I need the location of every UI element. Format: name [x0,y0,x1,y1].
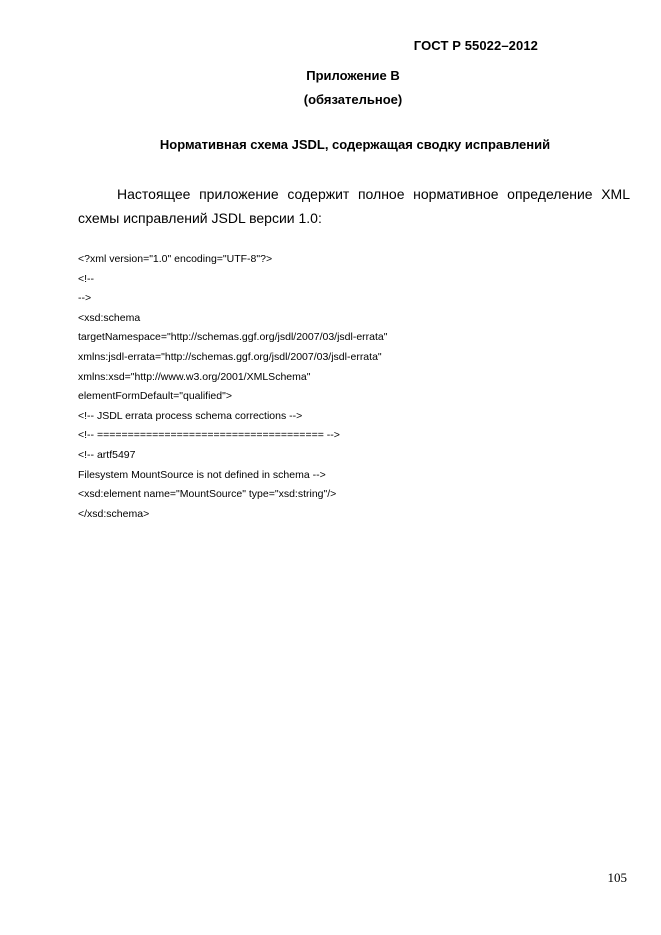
code-line: <!-- artf5497 [78,448,136,461]
code-line: <!-- ===================================== --> [78,429,340,442]
appendix-subtitle: (обязательное) [303,92,403,107]
code-listing [78,250,388,524]
code-line: xmlns:jsdl-errata="http://schemas.ggf.org/jsdl/2007/03/jsdl-errata" [78,350,382,363]
code-line: <!-- [78,272,95,285]
section-title: Нормативная схема JSDL, содержащая сводку исправлений [159,137,551,152]
code-line: <xsd:schema [78,311,141,324]
code-line: targetNamespace="http://schemas.ggf.org/jsdl/2007/03/jsdl-errata" [78,331,388,344]
code-line: <!-- JSDL errata process schema corrections --> [78,409,303,422]
code-line: xmlns:xsd="http://www.w3.org/2001/XMLSchema" [78,370,311,383]
appendix-title: Приложение В [306,68,400,83]
code-line: </xsd:schema> [78,507,150,520]
code-line: <xsd:element name="MountSource" type="xsd:string"/> [78,488,337,501]
code-line: Filesystem MountSource is not defined in schema --> [78,468,326,481]
code-line: <?xml version="1.0" encoding="UTF-8"?> [78,253,273,265]
code-line: --> [78,292,92,305]
code-line: elementFormDefault="qualified"> [78,390,232,403]
page-number: 105 [607,870,627,885]
intro-paragraph: Настоящее приложение содержит полное нормативное определение XML схемы исправлений JSDL версии 1.0: [78,186,630,226]
document-code: ГОСТ Р 55022–2012 [413,38,538,53]
